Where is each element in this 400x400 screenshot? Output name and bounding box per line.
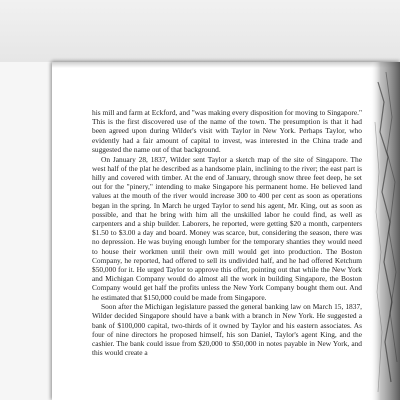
scan-margin [0, 0, 400, 62]
body-text [92, 108, 362, 357]
scanned-edge-texture [370, 62, 400, 400]
paragraph-3: Soon after the Michigan legislature passed the general banking law on March 15, 1837, Wilder decided Singapore should have a bank with a branch in New York. He suggested a bank of $100,000 capital, two-thirds of it owned by Taylor and his eastern associates. As four of nine directors he proposed himself, his son Daniel, Taylor's agent King, and the cashier. The bank could issue from $20,000 to $50,000 in notes payable in New York, and this would create a [92, 302, 362, 358]
paragraph-2: On January 28, 1837, Wilder sent Taylor a sketch map of the site of Singapore. The west half of the plat he described as a handsome plain, inclining to the river; the east part is hilly and covered with timber. At the end of January, through snow three feet deep, he set out for the "pinery," intending to make Singapore his permanent home. He believed land values at the mouth of the river would increase 300 to 400 per cent as soon as operations began in the spring. In March he urged Taylor to send his agent, Mr. King, out as soon as possible, and that he bring with him all the unskilled labor he could find, as well as carpenters and a ship builder. Laborers, he reported, were getting $20 a month, carpenters $1.50 to $3.00 a day and board. Money was scarce, but, considering the season, there was no depression. He was buying enough lumber for the temporary shanties they would need to house their workmen until their own mill would get into production. The Boston Company, he reported, had offered to sell its undivided half, and he had offered Ketchum $50,000 for it. He urged Taylor to approve this offer, pointing out that while the New York and Michigan Company would do almost all the work in building Singapore, the Boston Company would get half the profits unless the New York Company bought them out. And he estimated that $150,000 could be made from Singapore. [92, 154, 362, 302]
document-page [52, 62, 400, 400]
paragraph-1: his mill and farm at Eckford, and "was making every disposition for moving to Singapore." This is the first discovered use of the name of the town. The presumption is that it had been agreed upon during Wilder's visit with Taylor in New York. Perhaps Taylor, who evidently had a fair amount of capital to invest, was interested in the China trade and suggested the name out of that background. [92, 108, 362, 154]
page-edge-shadow [52, 62, 400, 68]
